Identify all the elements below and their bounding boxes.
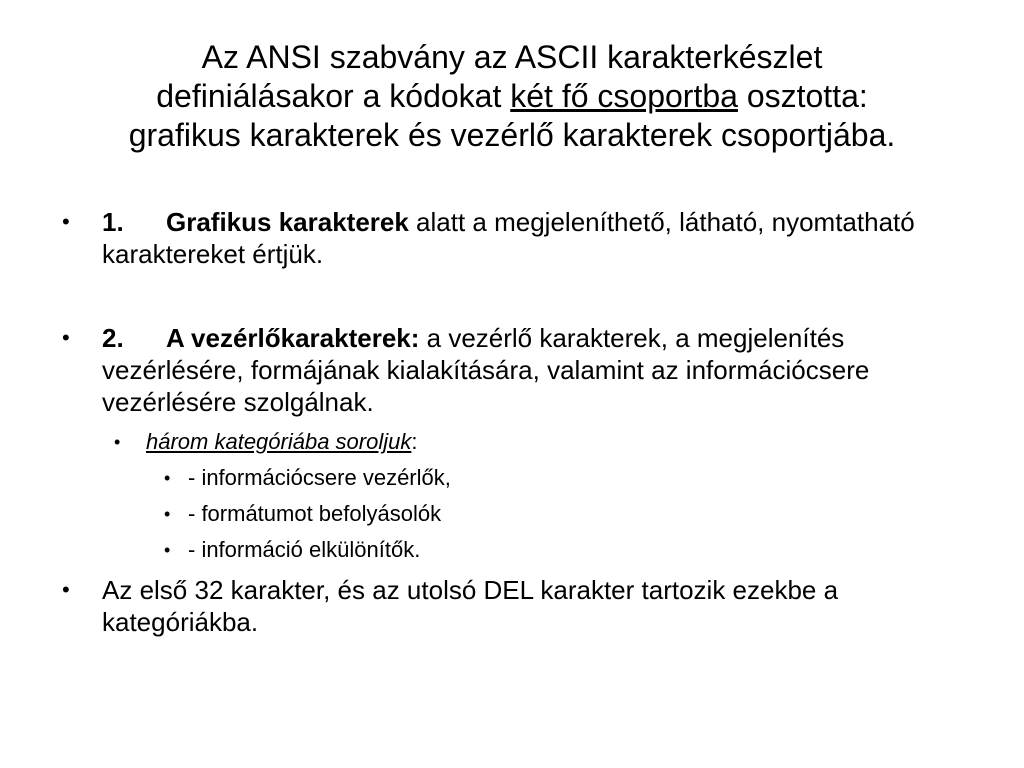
subsub-bullet-item xyxy=(62,464,982,492)
item-bold-term: Grafikus karakterek xyxy=(166,207,409,237)
item-text: alatt a megjeleníthető, látható, nyomtatható karaktereket értjük. xyxy=(102,207,915,269)
title-line-3: grafikus karakterek és vezérlő karakterek csoportjába. xyxy=(128,117,896,153)
sub-item-suffix: : xyxy=(411,429,418,454)
item-bold-term: A vezérlőkarakterek: xyxy=(166,323,420,353)
bullet-icon: • xyxy=(62,325,70,350)
item-text: Az első 32 karakter, és az utolsó DEL karakter tartozik ezekbe a kategóriákba. xyxy=(102,575,839,637)
bullet-icon: • xyxy=(164,504,171,524)
title-line-2-pre: definiálásakor a kódokat xyxy=(156,78,511,114)
slide-title xyxy=(40,38,984,155)
bullet-item-1 xyxy=(62,206,982,270)
subsub-bullet-item xyxy=(62,536,982,564)
sub-bullet-item xyxy=(62,428,982,456)
item-number: 2. xyxy=(102,323,124,353)
bullet-icon: • xyxy=(62,209,70,234)
bullet-icon: • xyxy=(114,432,121,452)
item-text: a vezérlő karakterek, a megjelenítés vezérlésére, formájának kialakítására, valamint az információcsere vezérlésére szolgálnak. xyxy=(102,323,870,417)
title-line-2 xyxy=(40,77,984,116)
sub-item-underlined-italic: három kategóriába soroljuk xyxy=(146,429,412,454)
bullet-icon: • xyxy=(62,577,70,602)
title-underlined-phrase: két fő csoportba xyxy=(510,78,738,114)
subsub-item-text: - információcsere vezérlők, xyxy=(188,465,451,490)
bullet-item-2 xyxy=(62,322,982,418)
title-line-2-post: osztotta: xyxy=(737,78,868,114)
bullet-icon: • xyxy=(164,468,171,488)
bullet-icon: • xyxy=(164,540,171,560)
bullet-item-3 xyxy=(62,574,982,638)
item-number: 1. xyxy=(102,207,124,237)
slide-body xyxy=(62,206,982,638)
subsub-item-text: - formátumot befolyásolók xyxy=(188,501,442,526)
subsub-bullet-item xyxy=(62,500,982,528)
subsub-item-text: - információ elkülönítők. xyxy=(188,537,421,562)
title-line-1: Az ANSI szabvány az ASCII karakterkészlet xyxy=(201,39,823,75)
